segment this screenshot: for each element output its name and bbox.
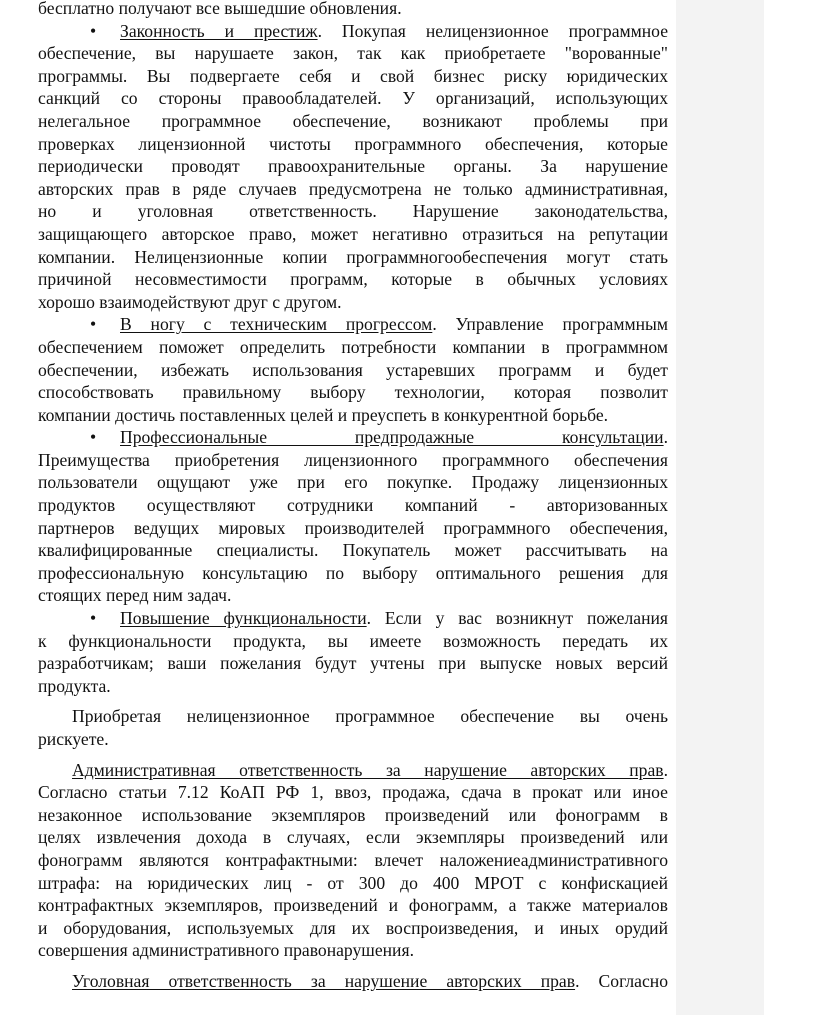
admin-liability-heading: Административная ответственность за нарушение авторских прав [72,759,664,780]
bullet-icon: • [90,314,97,335]
item-title: Законность и престиж [120,20,318,41]
document-page [38,0,668,993]
top-line: бесплатно получают все вышедшие обновления. [38,0,402,18]
item-title: Повышение функциональности [120,608,367,629]
bullet-icon: • [90,20,97,41]
right-margin-panel [676,0,764,1015]
list-item: • Повышение функциональности. Если у вас возникнут пожелания к функциональности продукта, вы имеете возможность передать их разработчикам; ваши пожелания будут учтены при выпуске новых версий продукта. [38,608,668,696]
bullet-icon: • [90,608,97,629]
bullet-icon: • [90,427,97,448]
list-item: • В ногу с техническим прогрессом. Управление программным обеспечением поможет определить потребности компании в программном обеспечении, избежать использования устаревших программ и будет способствовать правильному выбору технологии, которая позволит компании достичь поставленных целей и преуспеть в конкурентной борьбе. [38,314,668,425]
list-item: • Законность и престиж. Покупая нелицензионное программное обеспечение, вы нарушаете закон, так как приобретаете "ворованные" программы. Вы подвергаете себя и свой бизнес риску юридических санкций со стороны правообладателей. У организаций, использующих нелегальное программное обеспечение, возникают проблемы при проверках лицензионной чистоты программного обеспечения, которые периодически проводят правоохранительные органы. За нарушение авторских прав в ряде случаев предусмотрена не только административная, но и уголовная ответственность. Нарушение законодательства, защищающего авторское право, может негативно отразиться на репутации компании. Нелицензионные копии программногообеспечения могут стать причиной несовместимости программ, которые в обычных условиях хорошо взаимодействуют друг с другом. [38,20,669,312]
criminal-liability-heading: Уголовная ответственность за нарушение авторских прав [72,970,576,991]
admin-liability-paragraph: Административная ответственность за нарушение авторских прав. Согласно статьи 7.12 КоАП РФ 1, ввоз, продажа, сдача в прокат или иное незаконное использование экземпляров произведений или фонограмм в целях извлечения дохода в случаях, если экземпляры произведений или фонограмм являются контрафактными: влечет наложениеадминистративного штрафа: на юридических лиц - от 300 до 400 МРОТ с конфискацией контрафактных экземпляров, произведений и фонограмм, а также материалов и оборудования, используемых для их воспроизведения, и иных орудий совершения административного правонарушения. [38,759,668,961]
criminal-liability-paragraph: Уголовная ответственность за нарушение авторских прав. Согласно [72,970,668,991]
item-title: В ногу с техническим прогрессом [120,314,433,335]
risk-paragraph: Приобретая нелицензионное программное обеспечение вы очень рискуете. [38,706,668,749]
list-item: • Профессиональные предпродажные консультации. Преимущества приобретения лицензионного программного обеспечения пользователи ощущают уже при его покупке. Продажу лицензионных продуктов осуществляют сотрудники компаний - авторизованных партнеров ведущих мировых производителей программного обеспечения, квалифицированные специалисты. Покупатель может рассчитывать на профессиональную консультацию по выбору оптимального решения для стоящих перед ним задач. [38,427,668,606]
item-title: Профессиональные предпродажные консультации [120,427,664,448]
